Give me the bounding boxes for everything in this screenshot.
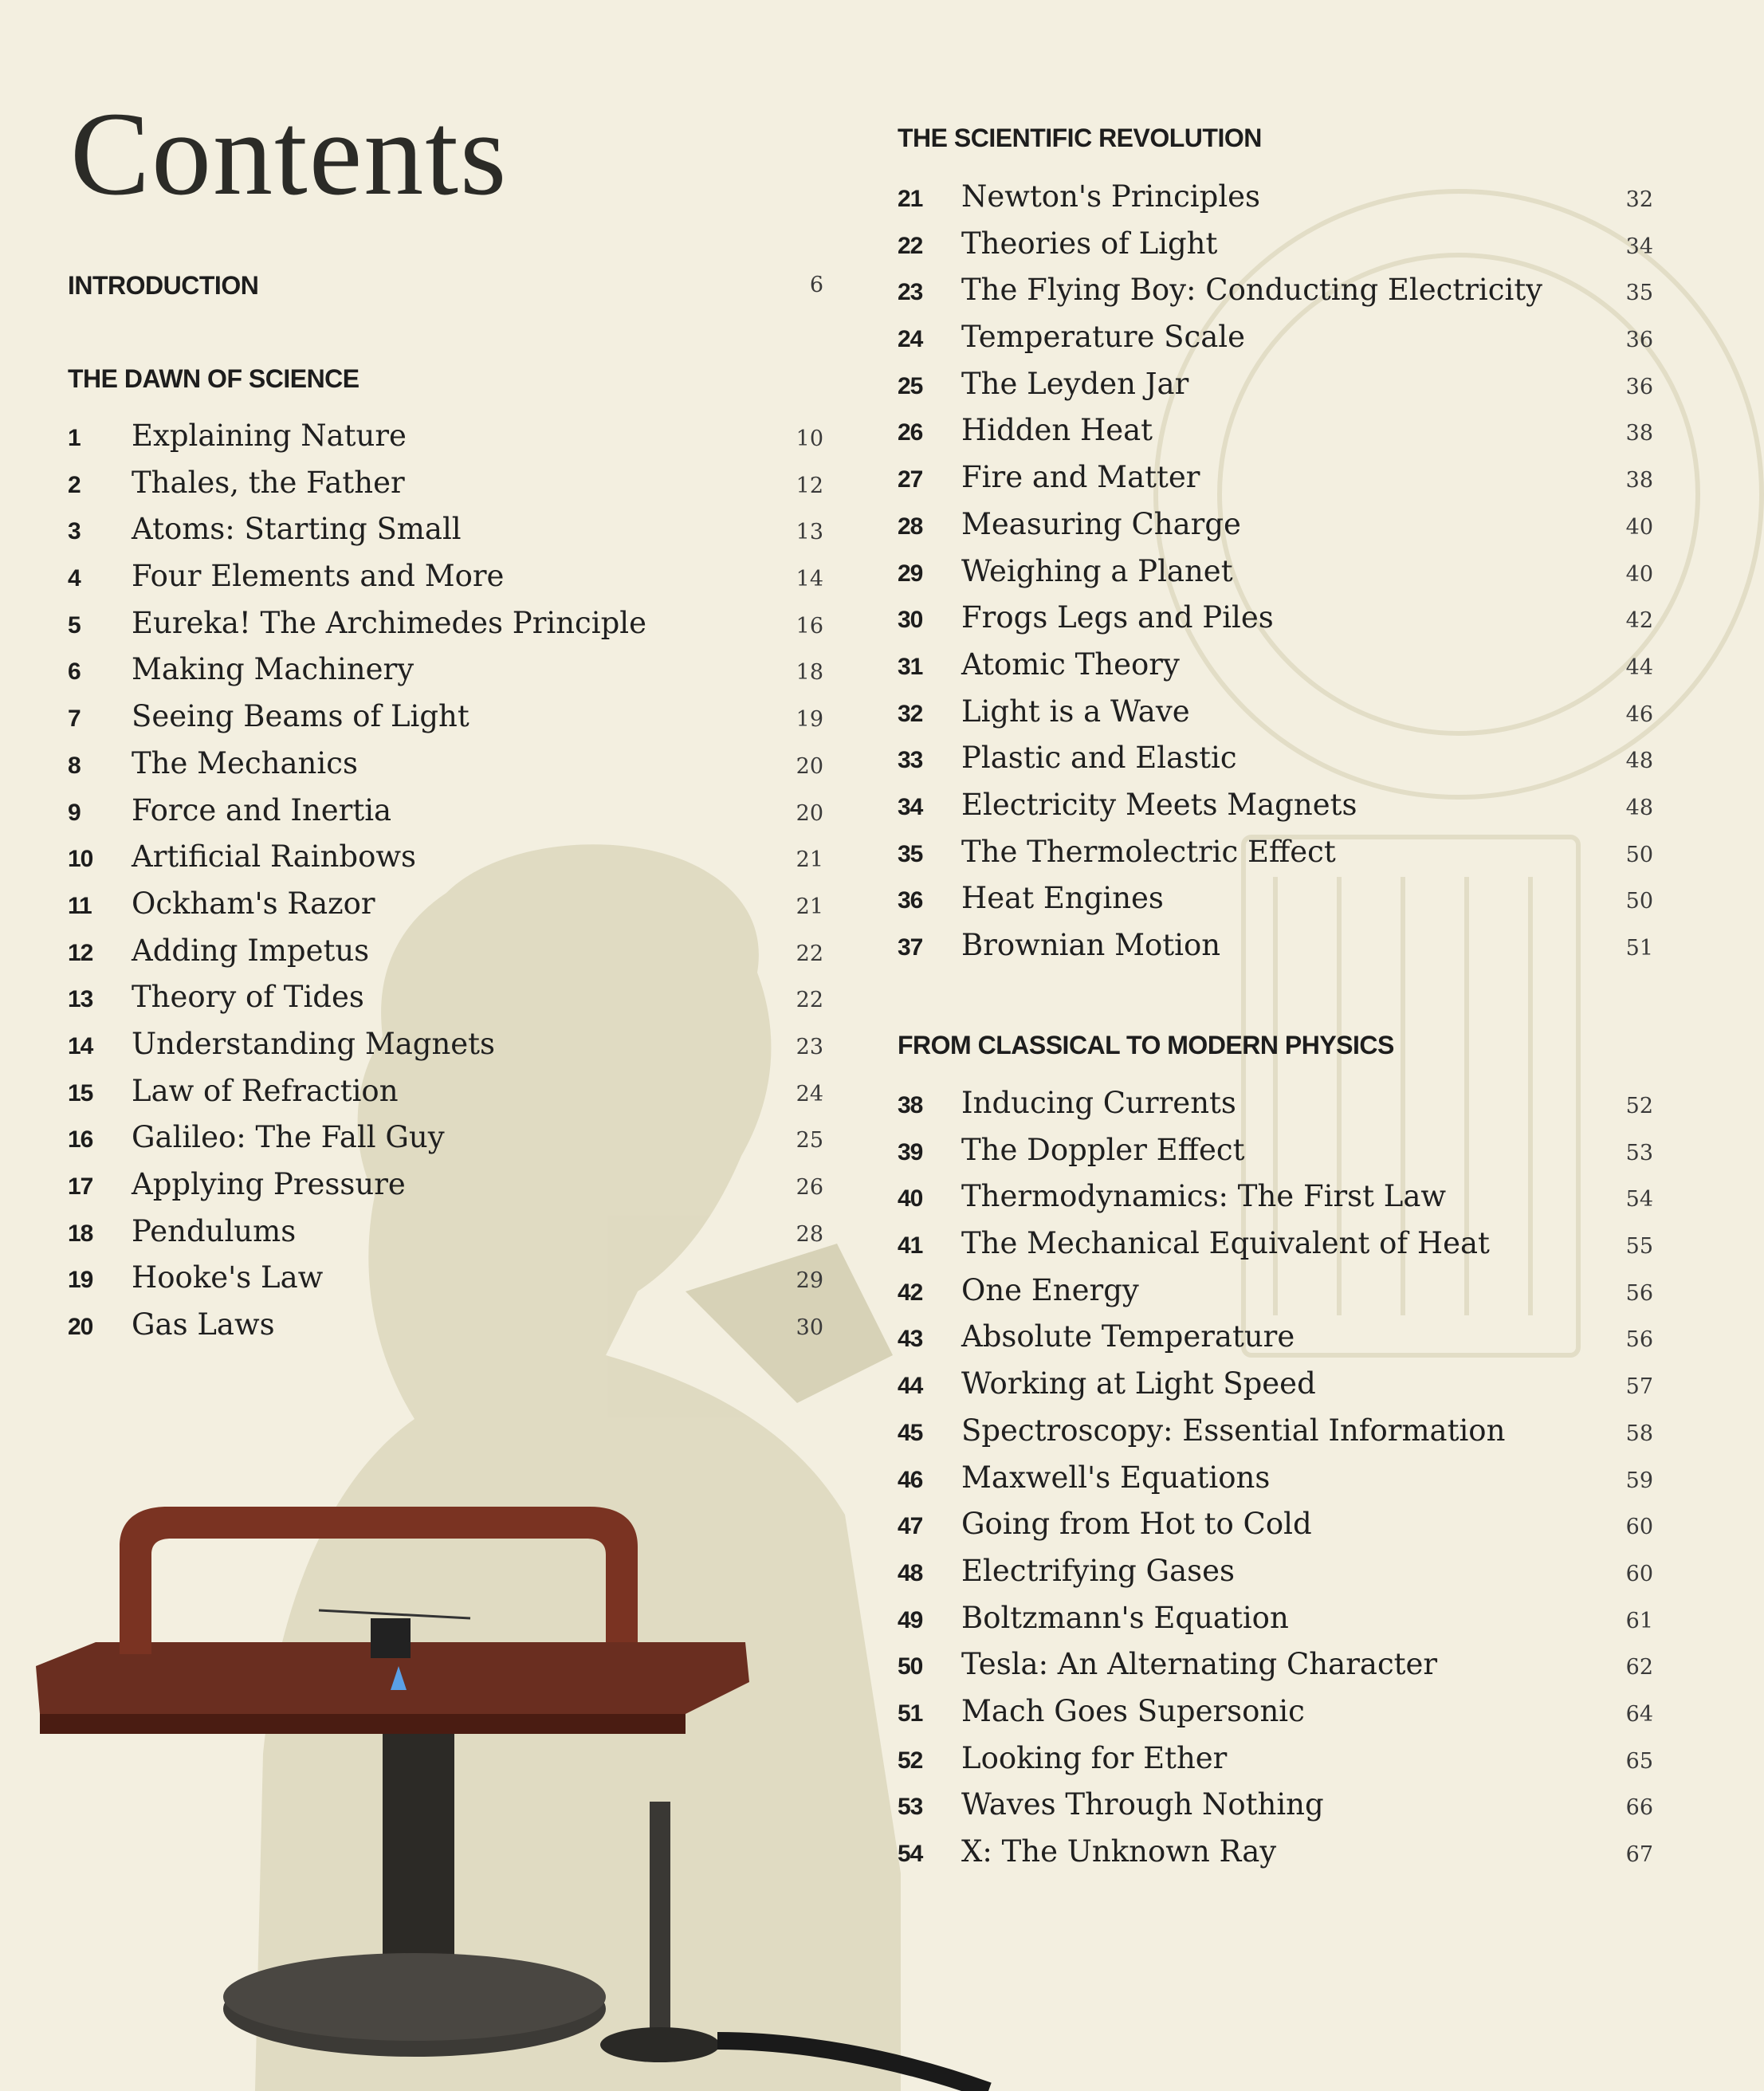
toc-entry-title: Hidden Heat [961, 413, 1153, 448]
toc-entry-title: Electricity Meets Magnets [961, 787, 1357, 822]
toc-entry[interactable] [898, 879, 1655, 926]
toc-entry-title: Weighing a Planet [961, 553, 1233, 588]
toc-entry-number: 10 [68, 846, 93, 873]
toc-entry-number: 41 [898, 1232, 923, 1260]
toc-entry[interactable] [898, 693, 1655, 740]
toc-entry-number: 31 [898, 653, 923, 680]
toc-entry-number: 15 [68, 1079, 93, 1106]
toc-entry-number: 16 [68, 1126, 93, 1154]
toc-entry[interactable] [68, 745, 825, 792]
toc-entry-page: 54 [1625, 1187, 1653, 1213]
toc-entry-number: 54 [898, 1841, 923, 1867]
toc-entry-title: Thermodynamics: The First Law [961, 1179, 1447, 1214]
introduction-page: 6 [809, 273, 823, 297]
toc-entry-title: Thales, the Father [132, 465, 405, 500]
toc-entry-number: 51 [898, 1700, 923, 1727]
toc-entry-title: Atoms: Starting Small [132, 512, 462, 547]
toc-entry-number: 48 [898, 1559, 923, 1586]
toc-entry-page: 20 [796, 753, 823, 779]
toc-entry-page: 62 [1625, 1655, 1653, 1680]
toc-entry-number: 44 [898, 1373, 923, 1400]
toc-entry-number: 26 [898, 419, 923, 446]
toc-entry-number: 38 [898, 1092, 923, 1118]
toc-entry[interactable] [898, 1272, 1655, 1319]
toc-entry-page: 66 [1625, 1795, 1653, 1821]
toc-entry-number: 17 [68, 1173, 93, 1200]
toc-entry[interactable] [68, 1025, 825, 1072]
section-heading-scientific-revolution: THE SCIENTIFIC REVOLUTION [898, 124, 1262, 152]
toc-entry-number: 45 [898, 1419, 923, 1446]
toc-entry[interactable] [68, 417, 825, 464]
toc-entry[interactable] [898, 1645, 1655, 1692]
toc-entry-number: 29 [898, 560, 923, 587]
toc-entry-number: 43 [898, 1326, 923, 1353]
toc-entry-page: 58 [1625, 1421, 1653, 1446]
toc-entry-number: 34 [898, 793, 923, 820]
toc-entry-number: 37 [898, 934, 923, 961]
toc-introduction[interactable] [68, 269, 825, 305]
toc-entry-number: 22 [898, 232, 923, 259]
toc-entry-page: 60 [1625, 1515, 1653, 1540]
toc-entry[interactable] [898, 739, 1655, 786]
toc-entry-page: 25 [796, 1128, 823, 1154]
toc-entry-title: The Mechanical Equivalent of Heat [961, 1226, 1490, 1261]
toc-entry[interactable] [68, 978, 825, 1025]
toc-entry-page: 19 [796, 707, 823, 733]
toc-entry-page: 48 [1625, 749, 1653, 774]
toc-entry-number: 50 [898, 1653, 923, 1680]
toc-entry[interactable] [68, 885, 825, 932]
toc-entry[interactable] [68, 1213, 825, 1260]
toc-entry[interactable] [898, 1412, 1655, 1459]
toc-entry-title: Absolute Temperature [961, 1319, 1295, 1354]
toc-entry-title: Boltzmann's Equation [961, 1600, 1289, 1635]
toc-entry-number: 12 [68, 939, 93, 966]
toc-list-scientific-revolution [898, 178, 1655, 973]
toc-entry-title: The Doppler Effect [961, 1132, 1245, 1167]
toc-entry-page: 42 [1625, 608, 1653, 634]
toc-entry-page: 14 [796, 567, 823, 592]
toc-entry[interactable] [68, 510, 825, 557]
toc-entry-number: 25 [898, 372, 923, 399]
toc-entry-page: 12 [796, 473, 823, 498]
toc-entry-title: The Leyden Jar [961, 366, 1189, 401]
toc-entry-title: Tesla: An Alternating Character [961, 1647, 1438, 1682]
toc-entry-title: Theory of Tides [132, 980, 364, 1015]
toc-entry-page: 60 [1625, 1561, 1653, 1586]
toc-entry-page: 22 [796, 988, 823, 1013]
toc-entry-page: 38 [1625, 468, 1653, 493]
toc-entry[interactable] [68, 792, 825, 839]
toc-entry-title: Newton's Principles [961, 179, 1261, 214]
toc-entry-page: 65 [1625, 1748, 1653, 1774]
toc-entry[interactable] [898, 1224, 1655, 1272]
toc-entry-number: 1 [68, 425, 81, 451]
toc-entry-number: 53 [898, 1794, 923, 1821]
toc-entry-page: 36 [1625, 328, 1653, 353]
toc-entry-title: Seeing Beams of Light [132, 699, 469, 734]
toc-entry-page: 51 [1625, 936, 1653, 961]
toc-entry-title: Measuring Charge [961, 506, 1241, 541]
toc-entry-title: Mach Goes Supersonic [961, 1693, 1305, 1728]
toc-entry-title: Law of Refraction [132, 1073, 399, 1108]
toc-entry-page: 23 [796, 1034, 823, 1059]
toc-entry-number: 30 [898, 607, 923, 634]
toc-entry-number: 28 [898, 513, 923, 540]
toc-entry-title: Eureka! The Archimedes Principle [132, 605, 647, 640]
toc-entry-title: Working at Light Speed [961, 1366, 1316, 1401]
toc-entry-number: 19 [68, 1267, 93, 1294]
toc-entry-page: 24 [796, 1081, 823, 1106]
toc-list-dawn-of-science [68, 417, 825, 1353]
toc-entry[interactable] [68, 932, 825, 979]
toc-entry[interactable] [898, 1552, 1655, 1599]
toc-entry-number: 7 [68, 706, 81, 733]
toc-entry-page: 44 [1625, 654, 1653, 680]
toc-entry[interactable] [898, 1739, 1655, 1786]
toc-entry[interactable] [68, 1118, 825, 1165]
toc-entry[interactable] [898, 1833, 1655, 1880]
section-heading-classical-to-modern: FROM CLASSICAL TO MODERN PHYSICS [898, 1031, 1394, 1059]
toc-entry-number: 4 [68, 565, 81, 592]
toc-entry-number: 20 [68, 1314, 93, 1341]
toc-entry[interactable] [898, 505, 1655, 552]
toc-entry-number: 36 [898, 887, 923, 914]
toc-entry[interactable] [68, 1306, 825, 1353]
toc-entry-title: Atomic Theory [961, 647, 1180, 682]
toc-entry-title: Pendulums [132, 1213, 297, 1248]
toc-entry-title: Ockham's Razor [132, 886, 375, 921]
toc-entry-title: Brownian Motion [961, 928, 1221, 962]
toc-entry-title: Looking for Ether [961, 1740, 1228, 1775]
toc-entry-number: 52 [898, 1747, 923, 1774]
toc-entry-title: Gas Laws [132, 1307, 275, 1342]
toc-entry-page: 40 [1625, 514, 1653, 540]
toc-entry-page: 21 [796, 847, 823, 873]
toc-entry-title: Explaining Nature [132, 419, 407, 453]
toc-entry[interactable] [68, 1165, 825, 1213]
toc-entry[interactable] [898, 552, 1655, 599]
toc-entry-title: Four Elements and More [132, 559, 505, 594]
toc-entry-page: 55 [1625, 1234, 1653, 1260]
toc-entry-page: 32 [1625, 187, 1653, 212]
toc-entry-number: 32 [898, 700, 923, 727]
toc-entry[interactable] [898, 178, 1655, 225]
toc-entry-page: 16 [796, 613, 823, 639]
toc-entry[interactable] [898, 646, 1655, 693]
toc-entry-title: The Mechanics [132, 745, 358, 780]
toc-entry[interactable] [68, 557, 825, 604]
toc-entry-page: 46 [1625, 702, 1653, 727]
toc-entry-page: 53 [1625, 1140, 1653, 1165]
toc-entry[interactable] [898, 365, 1655, 412]
toc-entry-page: 36 [1625, 374, 1653, 399]
toc-entry[interactable] [68, 698, 825, 745]
toc-entry-number: 39 [898, 1138, 923, 1165]
toc-entry-title: Maxwell's Equations [961, 1460, 1271, 1495]
toc-entry-number: 47 [898, 1513, 923, 1540]
toc-entry-title: Waves Through Nothing [961, 1787, 1324, 1822]
toc-entry-number: 8 [68, 752, 81, 779]
toc-entry-title: Understanding Magnets [132, 1026, 496, 1061]
toc-entry-title: Inducing Currents [961, 1086, 1236, 1120]
toc-list-classical-to-modern [898, 1084, 1655, 1880]
toc-entry-number: 2 [68, 471, 81, 498]
toc-entry[interactable] [898, 599, 1655, 646]
toc-entry[interactable] [898, 225, 1655, 272]
toc-entry[interactable] [898, 458, 1655, 505]
toc-entry-number: 40 [898, 1185, 923, 1213]
toc-entry[interactable] [898, 1365, 1655, 1412]
toc-entry[interactable] [898, 1459, 1655, 1506]
toc-entry-title: The Flying Boy: Conducting Electricity [961, 273, 1543, 308]
toc-entry-page: 61 [1625, 1608, 1653, 1633]
toc-entry[interactable] [898, 1318, 1655, 1365]
toc-entry-title: Plastic and Elastic [961, 741, 1237, 776]
toc-entry-page: 20 [796, 800, 823, 826]
toc-entry[interactable] [898, 1505, 1655, 1552]
toc-entry-title: Adding Impetus [132, 933, 370, 968]
toc-entry-page: 30 [796, 1315, 823, 1341]
toc-entry-number: 6 [68, 658, 81, 686]
toc-entry-title: Making Machinery [132, 652, 414, 687]
toc-entry-title: Light is a Wave [961, 694, 1190, 729]
page-title: Contents [70, 88, 509, 220]
toc-entry-number: 24 [898, 326, 923, 353]
toc-entry-number: 13 [68, 986, 93, 1013]
toc-entry-number: 14 [68, 1032, 93, 1059]
toc-entry-number: 33 [898, 747, 923, 774]
toc-entry-title: The Thermolectric Effect [961, 834, 1336, 869]
toc-entry[interactable] [68, 604, 825, 651]
toc-entry-number: 27 [898, 466, 923, 493]
toc-entry-page: 57 [1625, 1374, 1653, 1400]
toc-entry[interactable] [898, 318, 1655, 365]
toc-entry[interactable] [898, 833, 1655, 880]
toc-entry-title: Heat Engines [961, 881, 1164, 916]
introduction-label: INTRODUCTION [68, 271, 259, 300]
toc-entry-title: Going from Hot to Cold [961, 1507, 1312, 1542]
toc-entry[interactable] [898, 1786, 1655, 1833]
toc-entry-title: Theories of Light [961, 226, 1218, 261]
toc-entry-page: 34 [1625, 234, 1653, 259]
toc-entry-number: 11 [68, 892, 92, 919]
toc-entry-title: One Energy [961, 1272, 1139, 1307]
toc-entry-title: Artificial Rainbows [132, 839, 417, 875]
toc-entry-page: 67 [1625, 1842, 1653, 1867]
toc-entry-page: 26 [796, 1175, 823, 1200]
toc-entry-title: Force and Inertia [132, 792, 392, 827]
toc-entry-page: 56 [1625, 1280, 1653, 1306]
toc-entry[interactable] [68, 838, 825, 885]
toc-entry-number: 3 [68, 518, 81, 545]
toc-entry-page: 40 [1625, 561, 1653, 587]
toc-entry-number: 42 [898, 1279, 923, 1306]
toc-entry-page: 48 [1625, 795, 1653, 820]
toc-entry[interactable] [898, 271, 1655, 318]
toc-entry-title: Frogs Legs and Piles [961, 600, 1274, 635]
toc-entry-title: Electrifying Gases [961, 1553, 1236, 1588]
toc-entry[interactable] [898, 1084, 1655, 1131]
toc-entry-title: Fire and Matter [961, 460, 1200, 495]
toc-entry[interactable] [898, 1131, 1655, 1178]
toc-entry-title: Temperature Scale [961, 320, 1246, 355]
toc-entry-title: Galileo: The Fall Guy [132, 1120, 445, 1155]
toc-entry-number: 23 [898, 279, 923, 306]
toc-entry-page: 29 [796, 1268, 823, 1294]
toc-entry[interactable] [898, 1692, 1655, 1739]
toc-entry-page: 18 [796, 660, 823, 686]
toc-entry-page: 56 [1625, 1327, 1653, 1353]
toc-entry-number: 5 [68, 611, 81, 639]
toc-entry-page: 28 [796, 1221, 823, 1247]
toc-entry-page: 21 [796, 894, 823, 919]
toc-entry-page: 13 [796, 520, 823, 545]
toc-entry[interactable] [898, 786, 1655, 833]
toc-entry[interactable] [898, 1177, 1655, 1224]
toc-entry-page: 35 [1625, 281, 1653, 306]
toc-entry-page: 38 [1625, 421, 1653, 446]
toc-entry-number: 9 [68, 799, 81, 826]
toc-entry-number: 46 [898, 1466, 923, 1493]
toc-entry[interactable] [898, 411, 1655, 458]
toc-entry-title: Hooke's Law [132, 1260, 324, 1295]
toc-entry-page: 52 [1625, 1094, 1653, 1118]
toc-entry[interactable] [898, 1599, 1655, 1646]
toc-entry-page: 22 [796, 941, 823, 966]
toc-entry-page: 50 [1625, 842, 1653, 867]
toc-entry-number: 49 [898, 1606, 923, 1633]
toc-entry-title: Spectroscopy: Essential Information [961, 1413, 1506, 1448]
toc-entry-page: 50 [1625, 889, 1653, 914]
toc-entry[interactable] [68, 1259, 825, 1306]
toc-entry-title: Applying Pressure [132, 1167, 406, 1201]
toc-entry[interactable] [898, 926, 1655, 973]
section-heading-dawn-of-science: THE DAWN OF SCIENCE [68, 364, 359, 393]
toc-entry-page: 64 [1625, 1701, 1653, 1727]
toc-entry-number: 18 [68, 1220, 93, 1247]
toc-entry-number: 35 [898, 840, 923, 867]
toc-entry-page: 10 [796, 426, 823, 451]
toc-entry[interactable] [68, 1072, 825, 1119]
toc-entry-title: X: The Unknown Ray [961, 1834, 1277, 1869]
toc-entry-page: 59 [1625, 1468, 1653, 1493]
toc-entry[interactable] [68, 464, 825, 511]
toc-entry-number: 21 [898, 186, 923, 212]
toc-entry[interactable] [68, 650, 825, 698]
